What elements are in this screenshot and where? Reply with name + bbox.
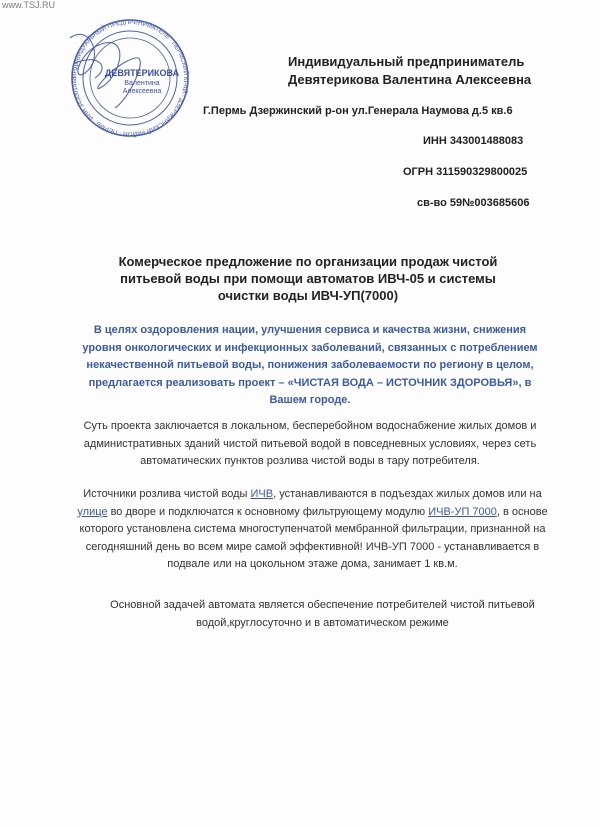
header-title: Индивидуальный предприниматель [288, 54, 525, 69]
p2-text-a: Источники розлива чистой воды [83, 488, 251, 500]
p2-text-b: , устанавливаются в подъездах жилых домов или на [273, 488, 542, 500]
paragraph-3: Основной задачей автомата является обеспечение потребителей чистой питьевой водой,круглосуточно и в автоматическом режиме [110, 599, 535, 629]
link-ichv-up-7000[interactable]: ИЧВ-УП 7000 [428, 505, 497, 518]
header-certificate: св-во 59№003685606 [417, 197, 530, 209]
stamp-sub2: Алексеевна [122, 88, 162, 95]
header-address: Г.Пермь Дзержинский р-он ул.Генерала Наумова д.5 кв.6 [203, 105, 513, 117]
stamp-sub1: Валентина [124, 80, 160, 87]
stamp-name: ДЕВЯТЕРИКОВА [104, 68, 180, 78]
link-ichv[interactable]: ИЧВ [250, 488, 274, 500]
intro-paragraph: В целях оздоровления нации, улучшения сервиса и качества жизни, снижения уровня онкологических и инфекционных заболеваний, связанных с потреблением некачественной питьевой воды, понижения заболеваемости по региону в целом, предлагается реализовать проект – «ЧИСТАЯ ВОДА – ИСТОЧНИК ЗДОРОВЬЯ», в Вашем городе. [82, 324, 538, 406]
offer-title: Комерческое предложение по организации продаж чистой питьевой воды при помощи автоматов ИВЧ-05 и системы очистки воды ИВЧ-УП(7000) [118, 254, 498, 303]
p2-text-d: , в основе которого установлена система многоступенчатой мембранной фильтрации, признанной на сегодняшний день во всем мире самой эффективной! ИЧВ-УП 7000 - устанавливается в подвале или на цокольном этаже дома, занимает 1 кв.м. [79, 505, 548, 570]
p2-text-c: во дворе и подключатся к основному фильтрующему модулю [107, 505, 429, 518]
header-ogrn: ОГРН 311590329800025 [403, 166, 528, 178]
header-name: Девятерикова Валентина Алексеевна [288, 72, 532, 87]
stamp-outer-text: ИНДИВИДУАЛЬНЫЙ ПРЕДПРИНИМАТЕЛЬ · ПЕРМСКИЙ КРАЙ · ДЗЕРЖИНСКИЙ РАЙОН · ПЕРМЬ · ИНН 343001488 [70, 18, 190, 138]
paragraph-2 [75, 486, 550, 574]
company-stamp [60, 18, 200, 138]
paragraph-1: Суть проекта заключается в локальном, бесперебойном водоснабжение жилых домов и административных зданий чистой питьевой водой в повседневных условиях, через сеть автоматических пунктов розлива чистой воды в тару потребителя. [83, 420, 537, 467]
link-street[interactable]: улице [77, 505, 108, 518]
watermark: www.TSJ.RU [2, 0, 56, 10]
header-inn: ИНН 343001488083 [423, 135, 524, 147]
